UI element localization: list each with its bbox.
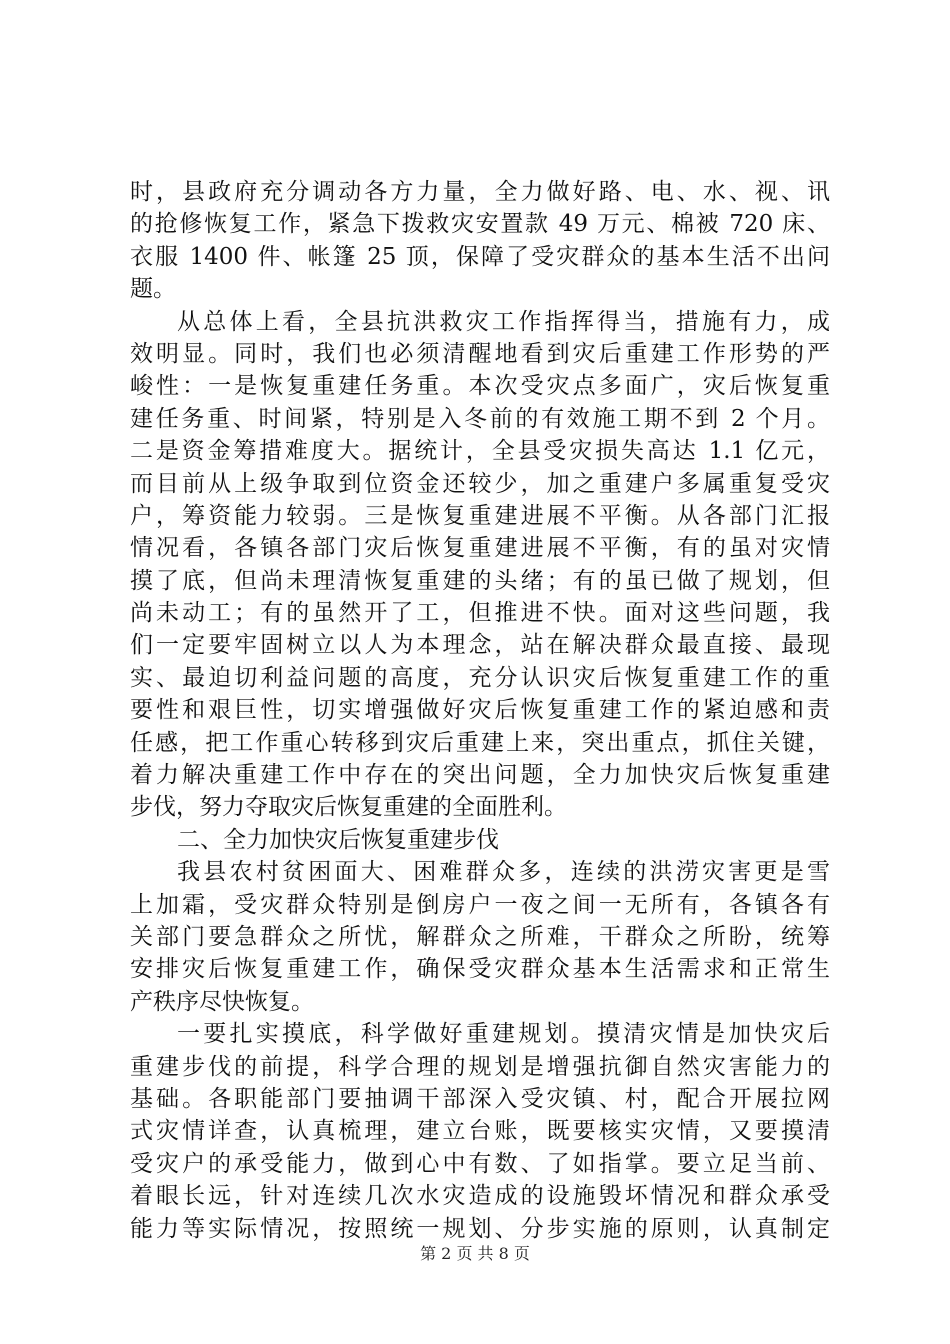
text-line: 效明显。同时，我们也必须清醒地看到灾后重建工作形势的严 [130,340,830,367]
text-line: 基础。各职能部门要抽调干部深入受灾镇、村，配合开展拉网 [130,1085,830,1112]
text-line: 实、最迫切利益问题的高度，充分认识灾后恢复重建工作的重 [130,664,830,691]
text-line: 而目前从上级争取到位资金还较少，加之重建户多属重复受灾 [130,470,830,497]
text-line: 户，筹资能力较弱。三是恢复重建进展不平衡。从各部门汇报 [130,502,830,529]
text-line: 安排灾后恢复重建工作，确保受灾群众基本生活需求和正常生 [130,956,830,983]
text-line: 们一定要牢固树立以人为本理念，站在解决群众最直接、最现 [130,632,830,659]
text-line: 衣服 1400 件、帐篷 25 顶，保障了受灾群众的基本生活不出问 [130,243,830,270]
text-line: 要性和艰巨性，切实增强做好灾后恢复重建工作的紧迫感和责 [130,697,830,724]
text-line: 着眼长远，针对连续几次水灾造成的设施毁坏情况和群众承受 [130,1183,830,1210]
text-line: 时，县政府充分调动各方力量，全力做好路、电、水、视、讯 [130,179,830,205]
text-line: 的抢修恢复工作，紧急下拨救灾安置款 49 万元、棉被 720 床、 [130,211,830,238]
text-line: 受灾户的承受能力，做到心中有数、了如指掌。要立足当前、 [130,1150,830,1177]
text-line: 二是资金筹措难度大。据统计，全县受灾损失高达 1.1 亿元， [130,438,830,465]
text-line: 摸了底，但尚未理清恢复重建的头绪；有的虽已做了规划，但 [130,567,830,594]
text-line: 我县农村贫困面大、困难群众多，连续的洪涝灾害更是雪 [177,859,830,886]
text-line: 尚未动工；有的虽然开了工，但推进不快。面对这些问题，我 [130,600,830,627]
text-line: 一要扎实摸底，科学做好重建规划。摸清灾情是加快灾后 [177,1021,830,1048]
text-line: 重建步伐的前提，科学合理的规划是增强抗御自然灾害能力的 [130,1053,830,1080]
text-line: 产秩序尽快恢复。 [130,988,314,1015]
text-line: 能力等实际情况，按照统一规划、分步实施的原则，认真制定 [130,1215,830,1242]
text-line: 峻性：一是恢复重建任务重。本次受灾点多面广，灾后恢复重 [130,373,830,400]
text-line: 题。 [130,276,176,303]
page-footer: 第 2 页 共 8 页 [420,1244,530,1263]
text-line: 式灾情详查，认真梳理，建立台账，既要核实灾情，又要摸清 [130,1118,830,1145]
text-line: 着力解决重建工作中存在的突出问题，全力加快灾后恢复重建 [130,762,830,789]
text-line: 步伐，努力夺取灾后恢复重建的全面胜利。 [130,794,567,821]
text-line: 建任务重、时间紧，特别是入冬前的有效施工期不到 2 个月。 [130,405,830,432]
text-line: 任感，把工作重心转移到灾后重建上来，突出重点，抓住关键， [130,729,830,756]
document-body [130,176,830,1245]
text-line: 关部门要急群众之所忧，解群众之所难，干群众之所盼，统筹 [130,923,830,950]
text-line: 情况看，各镇各部门灾后恢复重建进展不平衡，有的虽对灾情 [130,535,830,562]
text-line: 上加霜，受灾群众特别是倒房户一夜之间一无所有，各镇各有 [130,891,830,918]
text-line: 从总体上看，全县抗洪救灾工作指挥得当，措施有力，成 [177,308,830,335]
text-line: 二、全力加快灾后恢复重建步伐 [177,826,499,853]
